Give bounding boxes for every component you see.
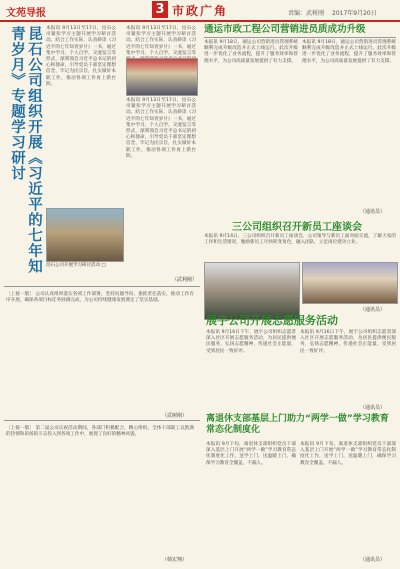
masthead: 文苑导报 [6, 8, 46, 19]
bottom-right-byline: （通讯员） [360, 557, 386, 563]
lower-left-divider [4, 420, 200, 421]
service-body: 本报讯 9月16日下午，展宇公司组织志愿者深入社区开展志愿服务活动，为居民提供便民服务，弘扬志愿精神，传递社会正能量，受到居民一致好评。 [206, 330, 296, 354]
top-right-body-col2: 本报讯 9月18日，通运公司营销进员管理系统顺利完成升级改造并正式上线运行。此次升级进一步优化了业务流程，提升了服务效率和管理水平，为公司高质量发展提供了有力支撑。 [302, 40, 396, 64]
service-body-col2: 本报讯 9月16日下午，展宇公司组织志愿者深入社区开展志愿服务活动，为居民提供便民服务，弘扬志愿精神，传递社会正能量，受到居民一致好评。 [300, 330, 396, 354]
section-title: 市政广角 [172, 4, 229, 18]
mid-right-byline: （通讯员） [360, 307, 386, 313]
bottom-right-title: 离退休支部基层上门助力“两学一做”学习教育常态化制度化 [206, 414, 389, 435]
left-article-body: 本报讯 9月13日至17日，昆石公司紧扣学习主题开展学习研讨活动。结合工作实际，认真研读《习近平的七年知青岁月》一书，通过集中学习、个人自学、交流发言等形式，深刻领会习近平总书记的初心和使命，引导党员干部坚定理想信念，牢记为民宗旨，扎实做好本职工作，推动各项工作再上新台阶。 [46, 26, 116, 87]
page-number: 3 [152, 1, 168, 18]
mid-right-title: 三公司组织召开新员工座谈会 [232, 222, 362, 233]
mid-right-photo-2 [302, 262, 398, 304]
left-article-body-col3: 本报讯 9月13日至17日，昆石公司紧扣学习主题开展学习研讨活动。结合工作实际，认真研读《习近平的七年知青岁月》一书，通过集中学习、个人自学、交流发言等形式，深刻领会习近平总书记的初心和使命，引导党员干部坚定理想信念，牢记为民宗旨，扎实做好本职工作，推动各项工作再上新台阶。 [126, 98, 196, 159]
editor-label: 责编：武树刚 [288, 10, 325, 17]
top-right-body: 本报讯 9月18日，通运公司营销进员管理系统顺利完成升级改造并正式上线运行。此次升级进一步优化了业务流程，提升了服务效率和管理水平，为公司高质量发展提供了有力支撑。 [204, 40, 298, 64]
left-article-title: 昆石公司组织开展《习近平的七年知青岁月》专题学习研讨 [9, 26, 42, 274]
service-title: 展宇公司开展志愿服务活动 [206, 314, 338, 327]
left-photo-caption: 昆石公司开展学习研讨活动 □ [46, 263, 106, 268]
lower-left-1-body: 〔上接一版〕 公司认真组织落实各项工作部署，坚持问题导向，狠抓责任落实，推动工作有序开展，确保各项目标任务圆满完成，为公司持续健康发展奠定了坚实基础。 [6, 292, 194, 304]
top-right-rule [204, 37, 396, 38]
left-article-photo-2 [126, 58, 198, 96]
left-article-byline: （武利刚） [172, 277, 198, 283]
top-right-byline: （通讯员） [360, 209, 386, 215]
service-byline: （通讯员） [360, 405, 386, 411]
left-article-photo [46, 208, 124, 262]
section-divider [4, 286, 200, 287]
mid-right-body: 本报讯 9月14日，三公司组织召开新员工座谈会，公司领导与新员工面对面交流，了解大家的工作和生活情况，勉励新员工尽快转变角色，融入团队，立足岗位建功立业。 [204, 234, 396, 246]
bottom-right-body: 本报讯 9月下旬，离退休支部组织党员干部深入基层上门开展“两学一做”学习教育常态化制度化工作，送学上门，送温暖上门，确保学习教育全覆盖、不漏人。 [206, 442, 296, 466]
lower-left-1-byline: （武树刚） [162, 413, 188, 419]
top-right-title: 通运市政工程公司营销进员质成功升级 [204, 24, 366, 35]
lower-left-2-body: 〔上接一版〕 第二届公司庆祝活动期间，各部门积极配合，精心组织，全体干部职工以饱满的热情和昂扬的斗志投入到各项工作中，展现了良好的精神风貌。 [6, 426, 194, 438]
left-article-body-col2: 本报讯 9月13日至17日，昆石公司紧扣学习主题开展学习研讨活动。结合工作实际，认真研读《习近平的七年知青岁月》一书，通过集中学习、个人自学、交流发言等 [126, 26, 196, 56]
issue-date: 2017年9月20日 [332, 10, 377, 17]
bottom-right-body-col2: 本报讯 9月下旬，离退休支部组织党员干部深入基层上门开展“两学一做”学习教育常态化制度化工作，送学上门，送温暖上门，确保学习教育全覆盖、不漏人。 [300, 442, 396, 466]
lower-left-2-byline: （韩宏翔） [162, 557, 188, 563]
